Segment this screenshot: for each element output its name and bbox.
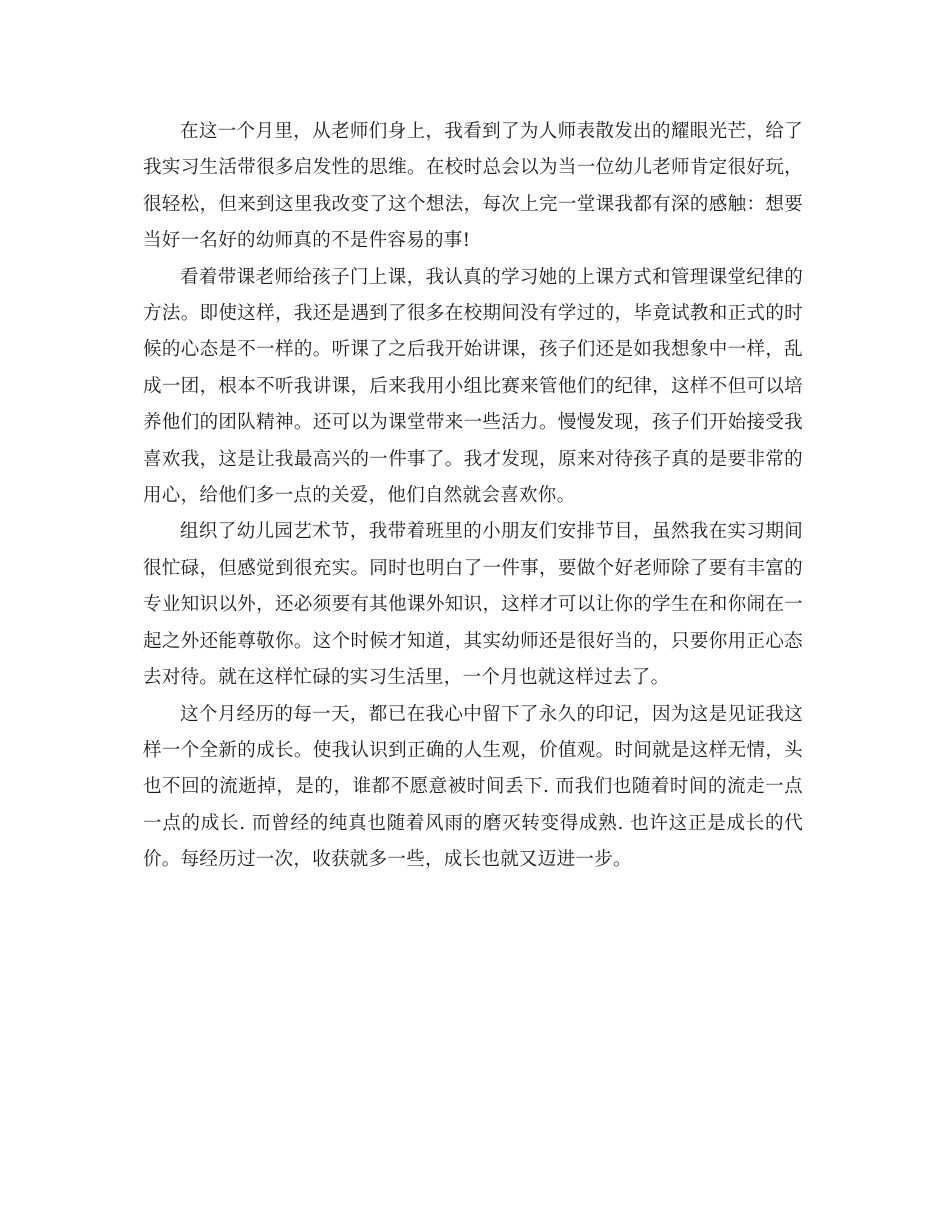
paragraph-1: 在这一个月里，从老师们身上，我看到了为人师表散发出的耀眼光芒，给了我实习生活带很多启发性的思维。在校时总会以为当一位幼儿老师肯定很好玩，很轻松，但来到这里我改变了这个想法，每次上完一堂课我都有深的感触：想要当好一名好的幼师真的不是件容易的事! (143, 121, 803, 252)
paragraph-2: 看着带课老师给孩子门上课，我认真的学习她的上课方式和管理课堂纪律的方法。即使这样，我还是遇到了很多在校期间没有学过的，毕竟试教和正式的时候的心态是不一样的。听课了之后我开始讲课，孩子们还是如我想象中一样，乱成一团，根本不听我讲课，后来我用小组比赛来管他们的纪律，这样不但可以培养他们的团队精神。还可以为课堂带来一些活力。慢慢发现，孩子们开始接受我喜欢我，这是让我最高兴的一件事了。我才发现，原来对待孩子真的是要非常的用心，给他们多一点的关爱，他们自然就会喜欢你。 (143, 266, 803, 507)
document-body (143, 114, 803, 879)
paragraph-3: 组织了幼儿园艺术节，我带着班里的小朋友们安排节目，虽然我在实习期间很忙碌，但感觉到很充实。同时也明白了一件事，要做个好老师除了要有丰富的专业知识以外，还必须要有其他课外知识，这样才可以让你的学生在和你闹在一起之外还能尊敬你。这个时候才知道，其实幼师还是很好当的，只要你用正心态去对待。就在这样忙碌的实习生活里，一个月也就这样过去了。 (143, 521, 803, 689)
paragraph-4: 这个月经历的每一天，都已在我心中留下了永久的印记，因为这是见证我这样一个全新的成长。使我认识到正确的人生观，价值观。时间就是这样无情，头也不回的流逝掉，是的，谁都不愿意被时间丢下. 而我们也随着时间的流走一点一点的成长. 而曾经的纯真也随着风雨的磨灭转变得成熟. 也许这正是成长的代价。每经历过一次，收获就多一些，成长也就又迈进一步。 (143, 703, 803, 871)
